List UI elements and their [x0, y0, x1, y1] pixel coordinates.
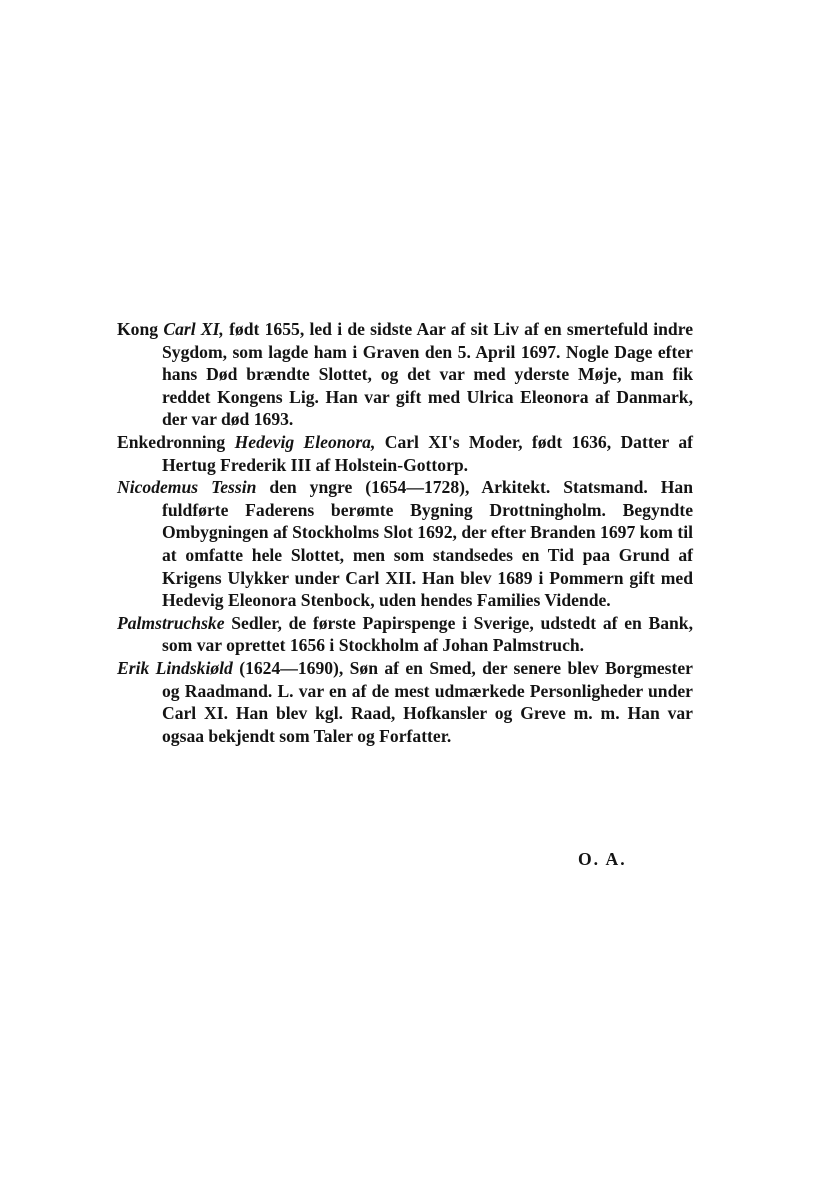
entry-text: (1624—1690), Søn af en Smed, der senere blev Borgmester og Raadmand. L. var en af de mest udmærkede Personligheder under Carl XI. Han blev kgl. Raad, Hofkansler og Greve m. m. Han var ogsaa bekjendt som Taler og Forfatter.: [162, 657, 693, 746]
entry-text: født 1655, led i de sidste Aar af sit Liv af en smertefuld indre Sygdom, som lagde ham i Graven den 5. April 1697. Nogle Dage efter hans Død brændte Slottet, og det var med yderste Møje, man fik reddet Kongens Lig. Han var gift med Ulrica Eleonora af Danmark, der var død 1693.: [162, 319, 694, 430]
entry-name: Palmstruchske: [117, 612, 225, 633]
entry-name: Carl XI,: [163, 319, 224, 339]
note-hedevig-eleonora: [117, 431, 693, 476]
entry-text: Sedler, de første Papirspenge i Sverige, udstedt af en Bank, som var oprettet 1656 i Stockholm af Johan Palmstruch.: [162, 612, 693, 656]
note-erik-lindskiold: [117, 657, 693, 747]
biographical-notes: [117, 318, 693, 747]
entry-prefix: Kong: [117, 319, 164, 339]
entry-name: Nicodemus Tessin: [117, 477, 257, 498]
entry-text: Carl XI's Moder, født 1636, Datter af Hertug Frederik III af Holstein-Gottorp.: [162, 431, 693, 475]
note-palmstruchske: [117, 612, 693, 657]
entry-name: Hedevig Eleonora,: [234, 431, 376, 452]
author-signature: O. A.: [578, 849, 627, 869]
entry-prefix: Enkedronning: [117, 431, 235, 452]
note-nicodemus-tessin: [117, 476, 693, 612]
note-carl-xi: [117, 318, 693, 431]
entry-name: Erik Lindskiøld: [117, 657, 233, 678]
entry-text: den yngre (1654—1728), Arkitekt. Statsmand. Han fuldførte Faderens berømte Bygning Drottningholm. Begyndte Ombygningen af Stockholms Slot 1692, der efter Branden 1697 kom til at omfatte hele Slottet, men som standsedes en Tid paa Grund af Krigens Ulykker under Carl XII. Han blev 1689 i Pommern gift med Hedevig Eleonora Stenbock, uden hendes Families Vidende.: [162, 477, 694, 611]
